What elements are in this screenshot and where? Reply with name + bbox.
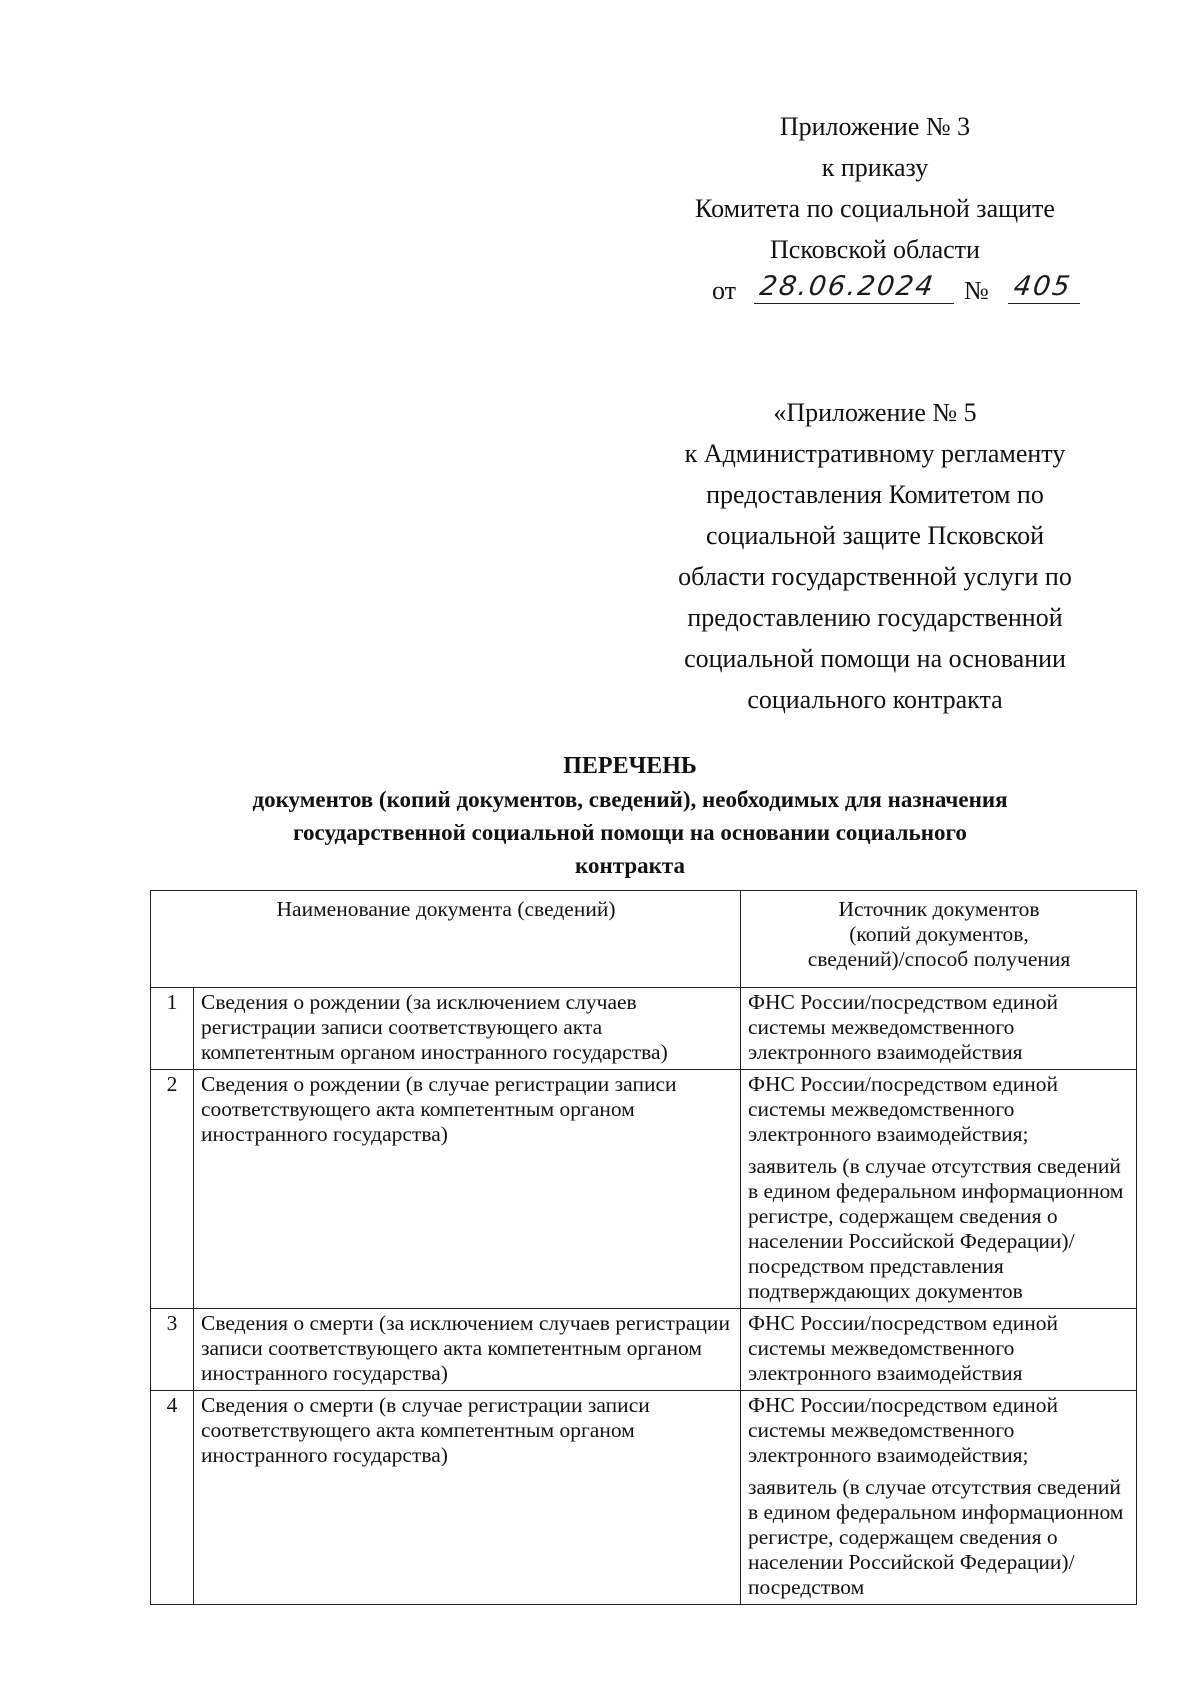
regulation-line: социальной защите Псковской bbox=[706, 521, 1044, 550]
row-number: 1 bbox=[151, 988, 194, 1070]
approval-stamp-block bbox=[650, 106, 1100, 311]
header-document-source: Источник документов (копий документов, сведений)/способ получения bbox=[741, 891, 1137, 988]
region-label: Псковской области bbox=[770, 235, 980, 264]
row-number: 4 bbox=[151, 1391, 194, 1605]
documents-table bbox=[150, 890, 1137, 1605]
header-document-name: Наименование документа (сведений) bbox=[151, 891, 741, 988]
committee-label: Комитета по социальной защите bbox=[695, 194, 1055, 223]
handwritten-number: 405 bbox=[1011, 271, 1074, 302]
order-date-number-line bbox=[650, 270, 1100, 311]
number-sign: № bbox=[964, 276, 989, 305]
table-row bbox=[151, 1391, 1137, 1605]
title-subtitle-line: контракта bbox=[575, 853, 685, 878]
document-title bbox=[150, 750, 1110, 882]
title-subtitle-line: документов (копий документов, сведений), необходимых для назначения bbox=[252, 787, 1008, 812]
row-document-name: Сведения о рождении (за исключением случаев регистрации записи соответствующего акта компетентным органом иностранного государства) bbox=[194, 988, 741, 1070]
title-subtitle-line: государственной социальной помощи на основании социального bbox=[293, 820, 967, 845]
regulation-line: области государственной услуги по bbox=[678, 562, 1072, 591]
row-document-name: Сведения о смерти (за исключением случаев регистрации записи соответствующего акта компетентным органом иностранного государства) bbox=[194, 1309, 741, 1391]
row-source bbox=[741, 1391, 1137, 1605]
row-source bbox=[741, 1309, 1137, 1391]
date-prefix: от bbox=[712, 276, 737, 305]
row-source-alternative: заявитель (в случае отсутствия сведений в едином федеральном информационном регистре, содержащем сведения о населении Российской Федерации)/посредством представления подтверждающих документов bbox=[748, 1154, 1124, 1303]
handwritten-date: 28.06.2024 bbox=[757, 271, 937, 302]
table-header-row bbox=[151, 891, 1137, 988]
row-source bbox=[741, 1070, 1137, 1309]
regulation-appendix-block bbox=[650, 392, 1100, 720]
regulation-line: социального контракта bbox=[747, 685, 1003, 714]
row-source-primary: ФНС России/посредством единой системы межведомственного электронного взаимодействия; bbox=[748, 1072, 1059, 1146]
regulation-line: социальной помощи на основании bbox=[684, 644, 1066, 673]
row-source-primary: ФНС России/посредством единой системы межведомственного электронного взаимодействия; bbox=[748, 1393, 1059, 1467]
number-blank bbox=[1008, 270, 1080, 304]
regulation-line: к Административному регламенту bbox=[684, 439, 1066, 468]
to-order-label: к приказу bbox=[821, 153, 929, 182]
row-number: 3 bbox=[151, 1309, 194, 1391]
table-row bbox=[151, 1070, 1137, 1309]
row-document-name: Сведения о рождении (в случае регистрации записи соответствующего акта компетентным органом иностранного государства) bbox=[194, 1070, 741, 1309]
date-blank bbox=[754, 270, 954, 304]
row-document-name: Сведения о смерти (в случае регистрации записи соответствующего акта компетентным органом иностранного государства) bbox=[194, 1391, 741, 1605]
appendix-label: Приложение № 3 bbox=[779, 112, 971, 141]
row-source-alternative: заявитель (в случае отсутствия сведений в едином федеральном информационном регистре, содержащем сведения о населении Российской Федерации)/посредством bbox=[748, 1475, 1124, 1599]
regulation-line: предоставления Комитетом по bbox=[706, 480, 1044, 509]
row-source-primary: ФНС России/посредством единой системы межведомственного электронного взаимодействия bbox=[748, 1311, 1059, 1385]
regulation-line: «Приложение № 5 bbox=[773, 398, 977, 427]
row-number: 2 bbox=[151, 1070, 194, 1309]
table-row bbox=[151, 988, 1137, 1070]
row-source bbox=[741, 988, 1137, 1070]
table-row bbox=[151, 1309, 1137, 1391]
title-main: ПЕРЕЧЕНЬ bbox=[563, 753, 697, 779]
row-source-primary: ФНС России/посредством единой системы межведомственного электронного взаимодействия bbox=[748, 990, 1059, 1064]
regulation-line: предоставлению государственной bbox=[687, 603, 1063, 632]
